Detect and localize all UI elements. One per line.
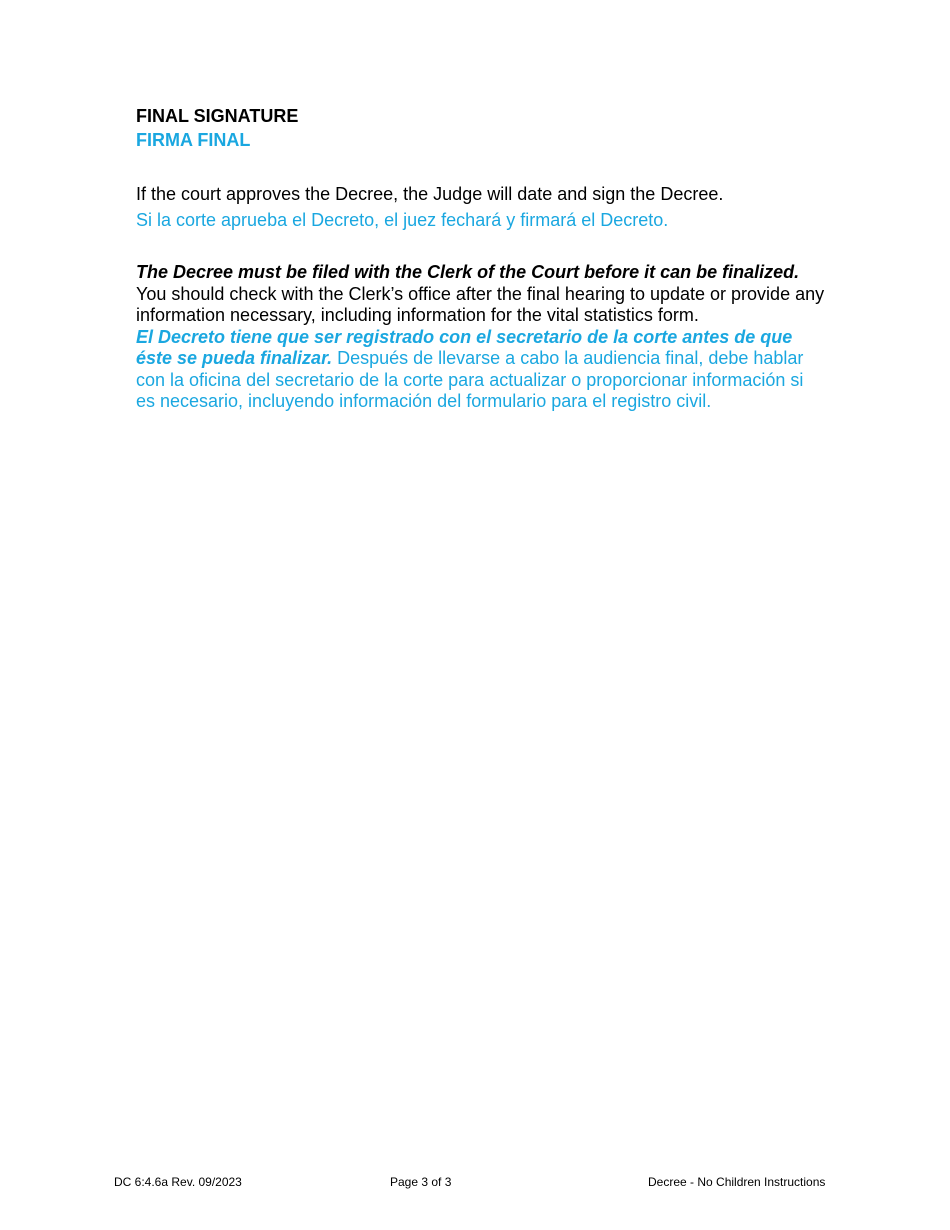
filing-paragraph-spanish	[136, 327, 826, 413]
section-heading-english: FINAL SIGNATURE	[136, 106, 299, 126]
filing-instructions	[136, 262, 826, 413]
document-body	[136, 104, 836, 411]
filing-details-english: You should check with the Clerk’s office after the final hearing to update or provide any information necessary, including information for the vital statistics form.	[136, 283, 825, 325]
filing-warning-spanish: El Decreto tiene que ser registrado con el secretario de la corte antes de que éste se pueda finalizar.	[136, 326, 793, 368]
footer-document-title: Decree - No Children Instructions	[648, 1175, 826, 1189]
section-heading-spanish: FIRMA FINAL	[136, 130, 251, 150]
filing-details-spanish: Después de llevarse a cabo la audiencia final, debe hablar con la oficina del secretario de la corte para actualizar o proporcionar información si es necesario, incluyendo información del formulario para el registro civil.	[136, 348, 804, 411]
approval-paragraph-english: If the court approves the Decree, the Judge will date and sign the Decree.	[136, 184, 724, 204]
footer-page-number: Page 3 of 3	[390, 1175, 452, 1189]
filing-warning-english: The Decree must be filed with the Clerk of the Court before it can be finalized.	[136, 262, 800, 282]
footer-form-id: DC 6:4.6a Rev. 09/2023	[114, 1175, 242, 1189]
filing-paragraph-english	[136, 262, 826, 327]
approval-paragraph-spanish: Si la corte aprueba el Decreto, el juez fechará y firmará el Decreto.	[136, 210, 669, 230]
